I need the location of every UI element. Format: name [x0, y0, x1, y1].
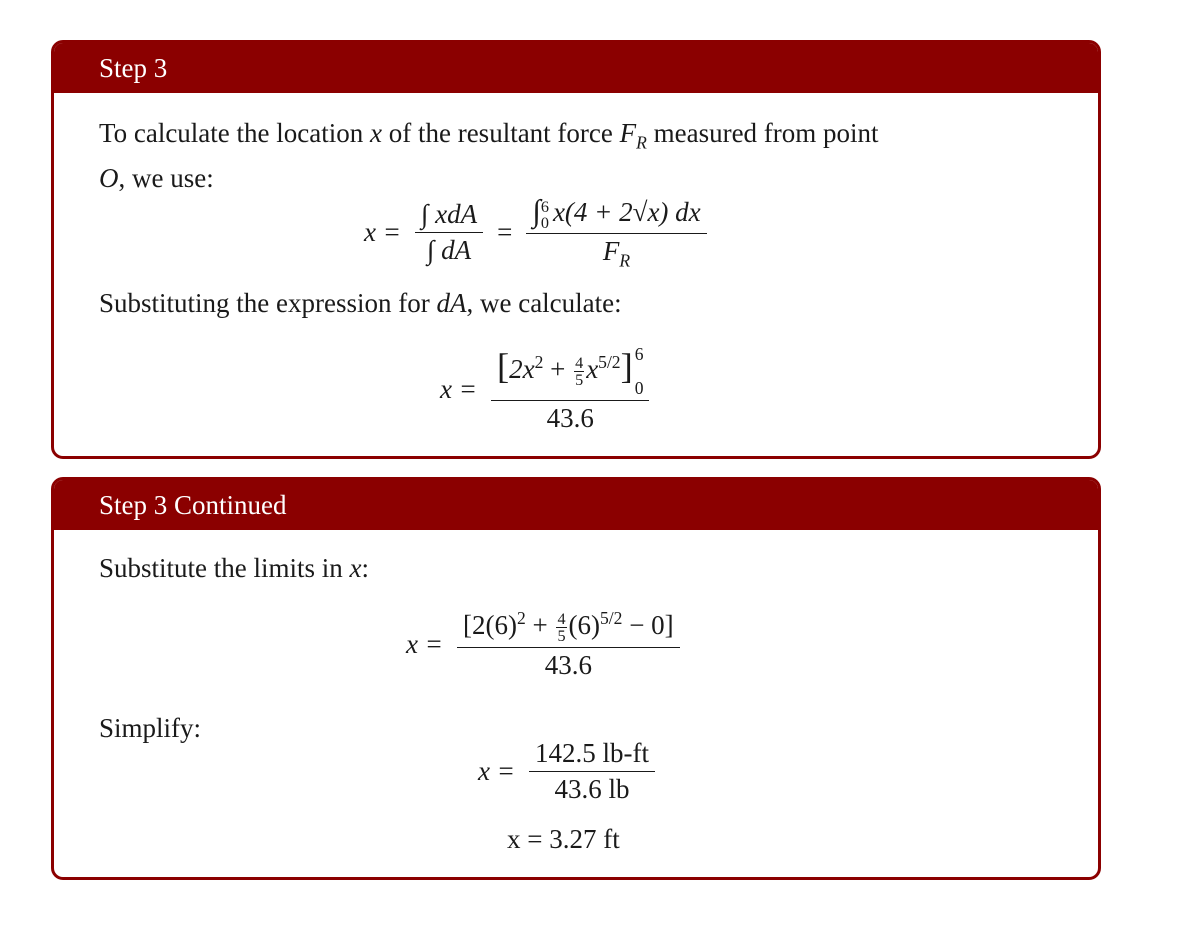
eq1-den1: ∫ dA [426, 234, 472, 265]
substituting-text: Substituting the expression for [99, 288, 430, 318]
eq4-lhs: x = [478, 756, 515, 786]
eq4-frac [529, 738, 655, 805]
eq1-num2: ∫ 6 0 x(4 + 2√x) dx [526, 193, 706, 234]
eq1-lhs: x = [364, 216, 401, 247]
simplify-text: Simplify: [99, 713, 202, 743]
eq5-result: x = 3.27 ft [507, 824, 620, 854]
intro-text-a: To calculate the location [99, 118, 364, 148]
intro-paragraph [99, 115, 1053, 196]
eq4-den: 43.6 lb [554, 774, 630, 804]
colon: : [361, 553, 370, 583]
step-3-header [54, 43, 1098, 93]
eq1-frac-2 [526, 193, 706, 271]
eq1-equals: = [497, 216, 513, 247]
equation-3 [406, 608, 680, 681]
eq1-frac-1 [415, 199, 483, 266]
equation-1 [364, 193, 707, 271]
limits-paragraph [99, 550, 1053, 586]
eq3-lhs: x = [406, 628, 443, 659]
step-3-title: Step 3 [99, 53, 168, 83]
step-3-box [51, 40, 1101, 459]
var-x: x [370, 118, 382, 148]
intro-text-d: , we use: [118, 163, 214, 194]
eq1-den2: $F_R$ [602, 236, 631, 271]
eq3-num: [$2(6)^2$ + $\frac{4}{5}$ $(6)^{5/2} - 0$] [457, 608, 680, 648]
step-3-continued-box [51, 477, 1101, 880]
eq2-den: 43.6 [546, 402, 594, 433]
equation-4 [478, 738, 655, 805]
intro-text-b: of the resultant force [388, 118, 613, 148]
intro-text-c: measured from point [653, 118, 879, 148]
substituting-paragraph [99, 285, 1053, 321]
step-3-continued-header [54, 480, 1098, 530]
eq2-num: [$2x^2$ + $\frac{4}{5}$ $x^{5/2}$] 6 0 [491, 345, 650, 401]
var-O: O [99, 163, 119, 194]
limits-text: Substitute the limits in [99, 553, 343, 583]
eq2-lhs: x = [440, 373, 477, 404]
eq2-frac [491, 345, 650, 434]
eq4-num: 142.5 lb-ft [529, 738, 655, 772]
equation-2 [440, 345, 649, 434]
eq1-num1: ∫ xdA [415, 199, 483, 233]
var-dA: dA [436, 288, 467, 318]
eq3-den: 43.6 [544, 649, 592, 680]
equation-5 [507, 824, 620, 855]
we-calc-text: , we calculate: [466, 288, 622, 318]
step-3-continued-title: Step 3 Continued [99, 490, 287, 520]
eq3-frac [457, 608, 680, 681]
var-x-2: x [349, 553, 362, 583]
var-FR: $F_R$ [619, 118, 647, 153]
